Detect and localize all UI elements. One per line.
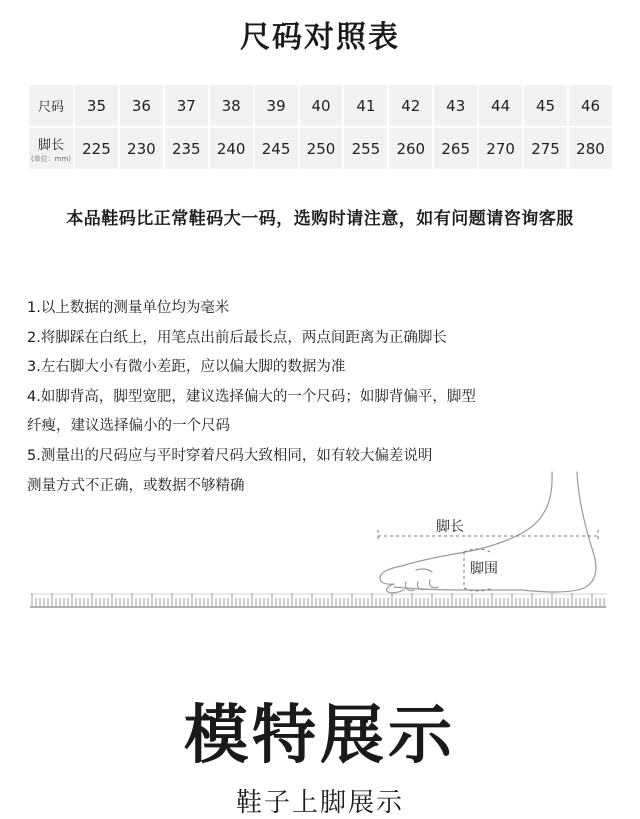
model-title bbox=[184, 684, 456, 776]
foot-length-cell: 240 bbox=[209, 127, 254, 170]
size-cell: 39 bbox=[254, 84, 299, 127]
model-subtitle: 鞋子上脚展示 bbox=[235, 788, 404, 818]
foot-length-cell: 250 bbox=[299, 127, 344, 170]
size-cell: 37 bbox=[164, 84, 209, 127]
foot-length-row bbox=[28, 127, 613, 170]
size-cell: 38 bbox=[209, 84, 254, 127]
foot-length-cell: 275 bbox=[523, 127, 568, 170]
foot-length-label-text: 脚长 bbox=[37, 137, 64, 153]
size-note bbox=[66, 204, 574, 229]
size-note-text: 本品鞋码比正常鞋码大一码，选购时请注意，如有问题请咨询客服 bbox=[66, 209, 574, 229]
size-chart-title bbox=[240, 12, 400, 56]
size-cell: 35 bbox=[74, 84, 119, 127]
size-cell: 46 bbox=[568, 84, 613, 127]
foot-girth-label: 脚围 bbox=[470, 561, 498, 577]
size-cell: 44 bbox=[478, 84, 523, 127]
size-row bbox=[28, 84, 613, 127]
size-cell: 43 bbox=[433, 84, 478, 127]
foot-length-cell: 235 bbox=[164, 127, 209, 170]
size-chart-title-block bbox=[0, 12, 640, 56]
unit-label: (单位：mm) bbox=[30, 154, 72, 163]
model-title-text: 模特展示 bbox=[184, 699, 456, 773]
tip-line: 1.以上数据的测量单位均为毫米 bbox=[27, 300, 230, 316]
size-cell: 36 bbox=[119, 84, 164, 127]
size-cell: 40 bbox=[299, 84, 344, 127]
foot-length-cell: 270 bbox=[478, 127, 523, 170]
ruler bbox=[30, 590, 606, 608]
foot-length-cell: 255 bbox=[343, 127, 388, 170]
size-chart-title-text: 尺码对照表 bbox=[240, 20, 400, 55]
foot-length-cell: 280 bbox=[568, 127, 613, 170]
model-title-block bbox=[0, 684, 640, 776]
tip-line: 5.测量出的尺码应与平时穿着尺码大致相同，如有较大偏差说明 bbox=[27, 447, 433, 464]
tip-line: 3.左右脚大小有微小差距，应以偏大脚的数据为准 bbox=[27, 359, 346, 376]
size-table bbox=[27, 83, 614, 171]
size-cell: 42 bbox=[388, 84, 433, 127]
foot-length-cell: 265 bbox=[433, 127, 478, 170]
foot-length-cell: 225 bbox=[74, 127, 119, 170]
size-row-label: 尺码 bbox=[28, 84, 74, 127]
tip-line: 4.如脚背高，脚型宽肥，建议选择偏大的一个尺码；如脚背偏平，脚型 bbox=[27, 388, 476, 405]
size-note-block bbox=[0, 204, 640, 229]
foot-length-label: 脚长 bbox=[436, 519, 464, 535]
tip-line: 测量方式不正确，或数据不够精确 bbox=[27, 477, 245, 494]
foot-length-cell: 230 bbox=[119, 127, 164, 170]
foot-length-cell: 260 bbox=[388, 127, 433, 170]
foot-length-row-label bbox=[28, 127, 74, 170]
tip-line: 纤瘦，建议选择偏小的一个尺码 bbox=[27, 418, 230, 435]
tip-line: 2.将脚踩在白纸上，用笔点出前后最长点，两点间距离为正确脚长 bbox=[27, 329, 447, 346]
foot-diagram bbox=[372, 470, 612, 610]
foot-length-cell: 245 bbox=[254, 127, 299, 170]
size-cell: 41 bbox=[343, 84, 388, 127]
foot-outline-icon bbox=[372, 470, 612, 610]
size-cell: 45 bbox=[523, 84, 568, 127]
